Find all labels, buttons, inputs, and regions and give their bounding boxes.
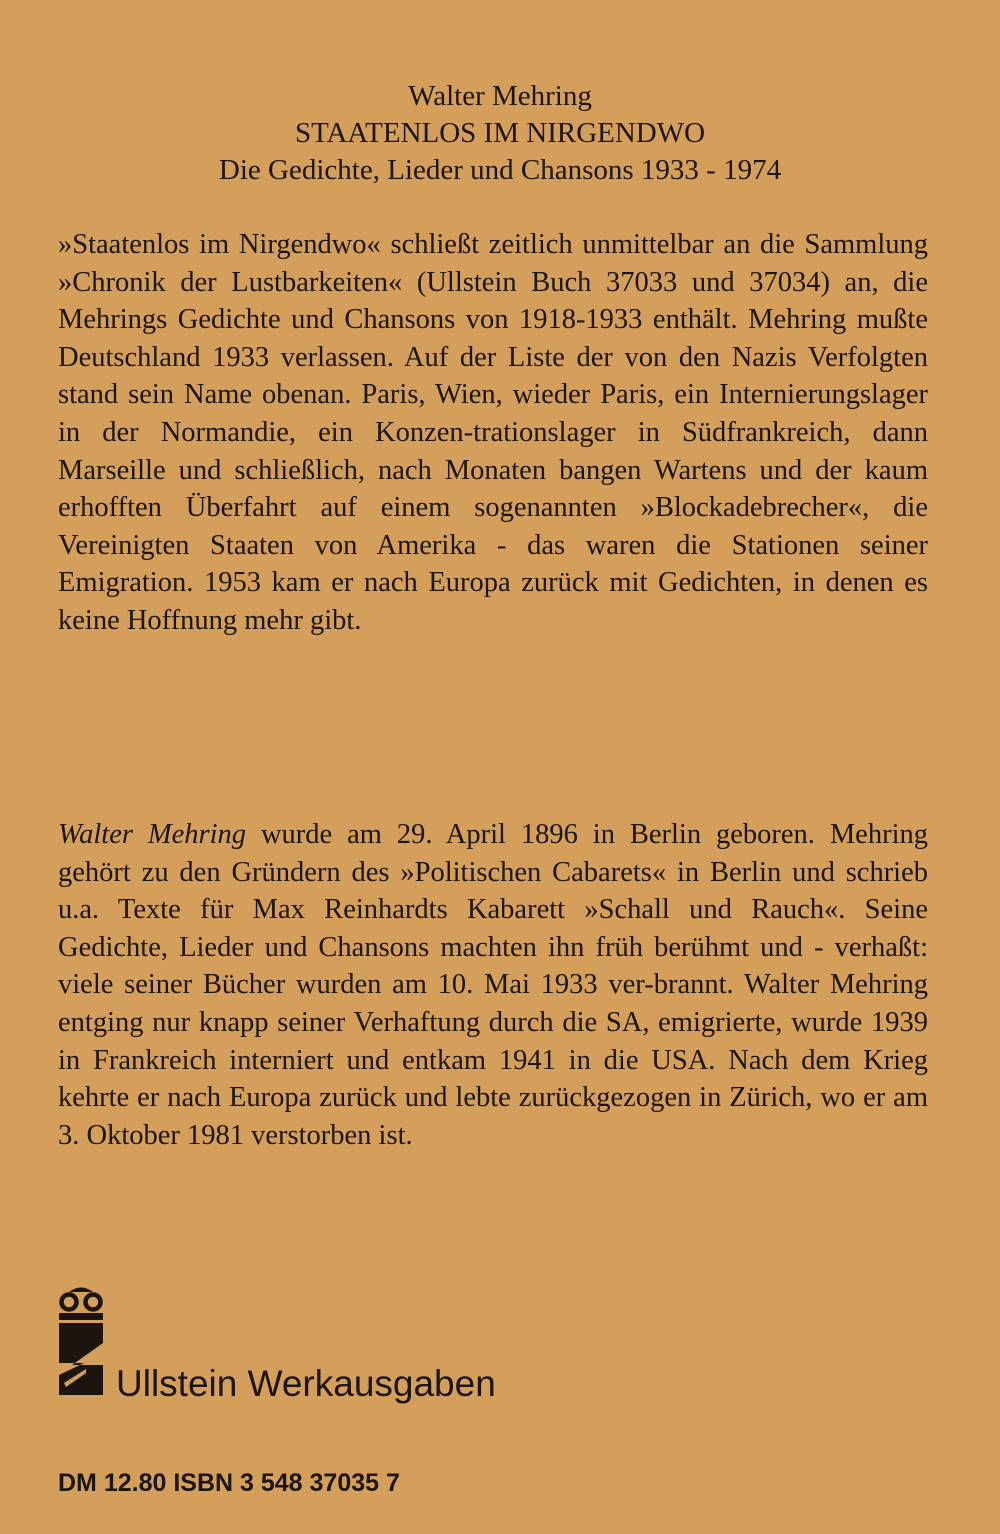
book-title: STAATENLOS IM NIRGENDWO — [294, 117, 706, 149]
author-name: Walter Mehring — [408, 80, 592, 112]
owl-neck-icon — [59, 1313, 103, 1320]
ullstein-owl-logo-icon — [56, 1283, 106, 1399]
publisher-name: Ullstein Werkausgaben — [116, 1363, 496, 1404]
blurb-paragraph: »Staatenlos im Nirgendwo« schließt zeitlich unmittelbar an die Sammlung »Chronik der Lustbarkeiten« (Ullstein Buch 37033 und 37034) an, die Mehrings Gedichte und Chansons von 1918-1933 enthält. Mehring mußte Deutschland 1933 verlassen. Auf der Liste der von den Nazis Verfolgten stand sein Name obenan. Paris, Wien, wieder Paris, ein Internierungslager in der Normandie, ein Konzen-trationslager in Südfrankreich, dann Marseille und schließlich, nach Monaten bangen Wartens und der kaum erhofften Überfahrt auf einem sogenannten »Blockadebrecher«, die Vereinigten Staaten von Amerika - das waren die Stationen seiner Emigration. 1953 kam er nach Europa zurück mit Gedichten, in denen es keine Hoffnung mehr gibt. — [58, 229, 928, 636]
author-bio-paragraph — [58, 816, 928, 1154]
owl-head-icon — [69, 1288, 93, 1293]
author-bio-text: wurde am 29. April 1896 in Berlin geboren. Mehring gehört zu den Gründern des »Politischen Cabarets« in Berlin und schrieb u.a. Texte für Max Reinhardts Kabarett »Schall und Rauch«. Seine Gedichte, Lieder und Chansons machten ihn früh berühmt und - verhaßt: viele seiner Bücher wurden am 10. Mai 1933 ver-brannt. Walter Mehring entging nur knapp seiner Verhaftung durch die SA, emigrierte, wurde 1939 in Frankreich interniert und entkam 1941 in die USA. Nach dem Krieg kehrte er nach Europa zurück und lebte zurückgezogen in Zürich, wo er am 3. Oktober 1981 verstorben ist. — [58, 819, 928, 1151]
book-header — [0, 78, 1000, 189]
author-bio-name: Walter Mehring — [58, 819, 247, 850]
owl-right-eye-icon — [86, 1295, 101, 1310]
owl-left-eye-icon — [62, 1295, 77, 1310]
book-subtitle: Die Gedichte, Lieder und Chansons 1933 - 1974 — [218, 154, 782, 186]
price-isbn-line: DM 12.80 ISBN 3 548 37035 7 — [58, 1469, 400, 1497]
